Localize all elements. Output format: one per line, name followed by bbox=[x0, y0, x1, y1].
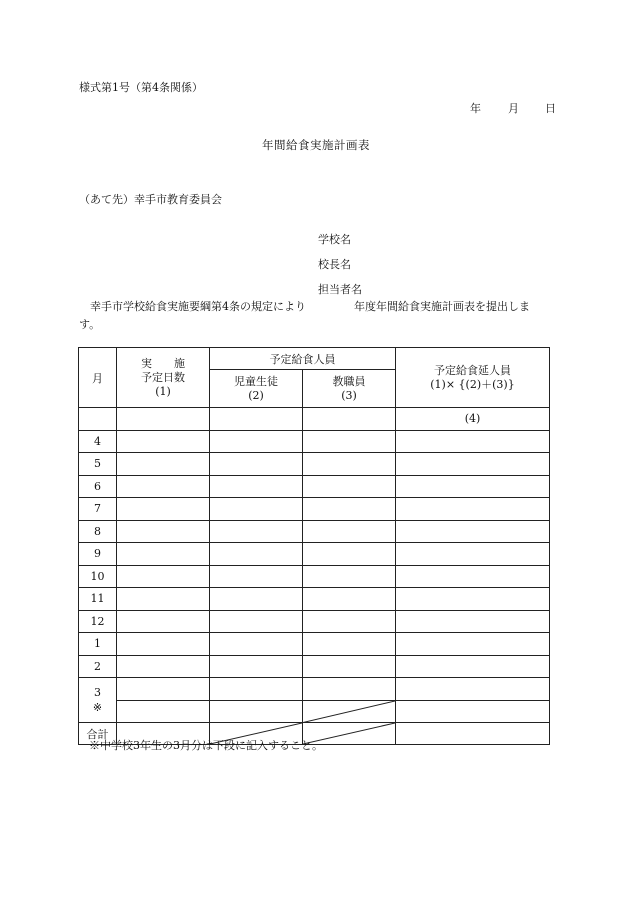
school-name-label: 学校名 bbox=[318, 233, 351, 246]
header-days-line2: 予定日数 bbox=[141, 370, 185, 384]
cell-days[interactable] bbox=[117, 610, 210, 633]
month-label: 12 bbox=[79, 610, 117, 633]
cell-total[interactable] bbox=[396, 633, 550, 656]
month-label: 11 bbox=[79, 588, 117, 611]
cell-students[interactable] bbox=[210, 543, 303, 566]
month-label: 6 bbox=[79, 475, 117, 498]
month-label: 2 bbox=[79, 655, 117, 678]
date-month: 月 bbox=[508, 102, 519, 115]
cell-students[interactable] bbox=[210, 498, 303, 521]
month-row bbox=[79, 543, 550, 566]
person-in-charge-label: 担当者名 bbox=[318, 283, 362, 296]
cell-students[interactable] bbox=[210, 430, 303, 453]
cell-days[interactable] bbox=[117, 520, 210, 543]
month-label: 7 bbox=[79, 498, 117, 521]
cell-students[interactable] bbox=[210, 475, 303, 498]
total-label: 合計 bbox=[79, 723, 117, 745]
cell-staff[interactable] bbox=[303, 565, 396, 588]
cell-days[interactable] bbox=[117, 588, 210, 611]
cell-total[interactable] bbox=[396, 430, 550, 453]
statement-paragraph bbox=[79, 298, 549, 334]
month-row bbox=[79, 655, 550, 678]
form-number: 様式第1号（第4条関係） bbox=[79, 81, 203, 94]
cell-total[interactable] bbox=[396, 475, 550, 498]
cell-total-note[interactable] bbox=[396, 700, 550, 723]
cell-staff-note-disabled bbox=[303, 700, 396, 723]
header-days-num: (1) bbox=[155, 384, 171, 398]
cell-days[interactable] bbox=[117, 430, 210, 453]
month-row bbox=[79, 610, 550, 633]
cell-days[interactable] bbox=[117, 453, 210, 476]
cell-students[interactable] bbox=[210, 588, 303, 611]
month-row bbox=[79, 633, 550, 656]
cell-total[interactable] bbox=[396, 655, 550, 678]
header-students bbox=[210, 370, 303, 408]
header-staff-num: (3) bbox=[341, 388, 357, 402]
month-label: 5 bbox=[79, 453, 117, 476]
month-row bbox=[79, 565, 550, 588]
statement-text-3: す。 bbox=[79, 318, 101, 331]
month-row bbox=[79, 453, 550, 476]
principal-name-label: 校長名 bbox=[318, 258, 351, 271]
month-row bbox=[79, 430, 550, 453]
header-students-num: (2) bbox=[248, 388, 264, 402]
month-label: 1 bbox=[79, 633, 117, 656]
cell-staff[interactable] bbox=[303, 543, 396, 566]
cell-days[interactable] bbox=[117, 633, 210, 656]
cell-total[interactable] bbox=[396, 453, 550, 476]
total-persons[interactable] bbox=[396, 723, 550, 745]
cell-students[interactable] bbox=[210, 610, 303, 633]
cell-staff[interactable] bbox=[303, 430, 396, 453]
diagonal-slash bbox=[303, 701, 395, 723]
month-row bbox=[79, 475, 550, 498]
month-label: 8 bbox=[79, 520, 117, 543]
cell-students[interactable] bbox=[210, 655, 303, 678]
cell-students[interactable] bbox=[210, 565, 303, 588]
cell-staff[interactable] bbox=[303, 498, 396, 521]
footnote: ※中学校3年生の3月分は下段に記入すること。 bbox=[89, 739, 323, 752]
plan-table bbox=[78, 347, 550, 745]
header-total-group bbox=[396, 348, 550, 408]
cell-staff[interactable] bbox=[303, 588, 396, 611]
cell-students[interactable] bbox=[210, 520, 303, 543]
cell-staff[interactable] bbox=[303, 678, 396, 701]
cell-staff[interactable] bbox=[303, 520, 396, 543]
month-row bbox=[79, 498, 550, 521]
date-day: 日 bbox=[545, 102, 556, 115]
cell-total[interactable] bbox=[396, 678, 550, 701]
cell-staff[interactable] bbox=[303, 610, 396, 633]
cell-days[interactable] bbox=[117, 565, 210, 588]
document-title: 年間給食実施計画表 bbox=[262, 138, 370, 152]
header-days bbox=[117, 348, 210, 408]
cell-total[interactable] bbox=[396, 588, 550, 611]
header-students-label: 児童生徒 bbox=[234, 374, 278, 388]
cell-total[interactable] bbox=[396, 543, 550, 566]
cell-days[interactable] bbox=[117, 543, 210, 566]
header-staff bbox=[303, 370, 396, 408]
cell-total[interactable] bbox=[396, 565, 550, 588]
month-label: 4 bbox=[79, 430, 117, 453]
header-total-label: 予定給食延人員 bbox=[434, 363, 511, 377]
cell-days[interactable] bbox=[117, 475, 210, 498]
month-label: 10 bbox=[79, 565, 117, 588]
cell-students[interactable] bbox=[210, 678, 303, 701]
cell-total[interactable] bbox=[396, 520, 550, 543]
cell-students[interactable] bbox=[210, 633, 303, 656]
march-note-mark: ※ bbox=[92, 701, 103, 714]
date-year: 年 bbox=[470, 102, 481, 115]
statement-text-1: 幸手市学校給食実施要綱第4条の規定により bbox=[90, 300, 306, 313]
cell-staff[interactable] bbox=[303, 633, 396, 656]
month-label: 9 bbox=[79, 543, 117, 566]
cell-staff[interactable] bbox=[303, 655, 396, 678]
cell-days[interactable] bbox=[117, 498, 210, 521]
cell-students[interactable] bbox=[210, 453, 303, 476]
header-total-num: (4) bbox=[396, 408, 550, 431]
addressee: （あて先）幸手市教育委員会 bbox=[79, 193, 222, 206]
month-row bbox=[79, 520, 550, 543]
header-month: 月 bbox=[79, 348, 117, 408]
cell-staff[interactable] bbox=[303, 453, 396, 476]
cell-days[interactable] bbox=[117, 678, 210, 701]
date-line bbox=[470, 100, 556, 116]
month-march: 3 bbox=[94, 686, 101, 699]
cell-total[interactable] bbox=[396, 610, 550, 633]
cell-staff[interactable] bbox=[303, 475, 396, 498]
statement-text-2: 年度年間給食実施計画表を提出しま bbox=[354, 300, 530, 313]
header-staff-label: 教職員 bbox=[332, 374, 366, 388]
month-cell-march bbox=[79, 678, 117, 723]
header-formula: (1)× {(2)＋(3)} bbox=[430, 377, 515, 391]
month-row bbox=[79, 588, 550, 611]
cell-students-note[interactable] bbox=[210, 700, 303, 723]
header-days-line1: 実 施 bbox=[141, 356, 185, 370]
cell-days[interactable] bbox=[117, 655, 210, 678]
cell-total[interactable] bbox=[396, 498, 550, 521]
cell-days-note[interactable] bbox=[117, 700, 210, 723]
header-planned-group: 予定給食人員 bbox=[210, 348, 396, 370]
